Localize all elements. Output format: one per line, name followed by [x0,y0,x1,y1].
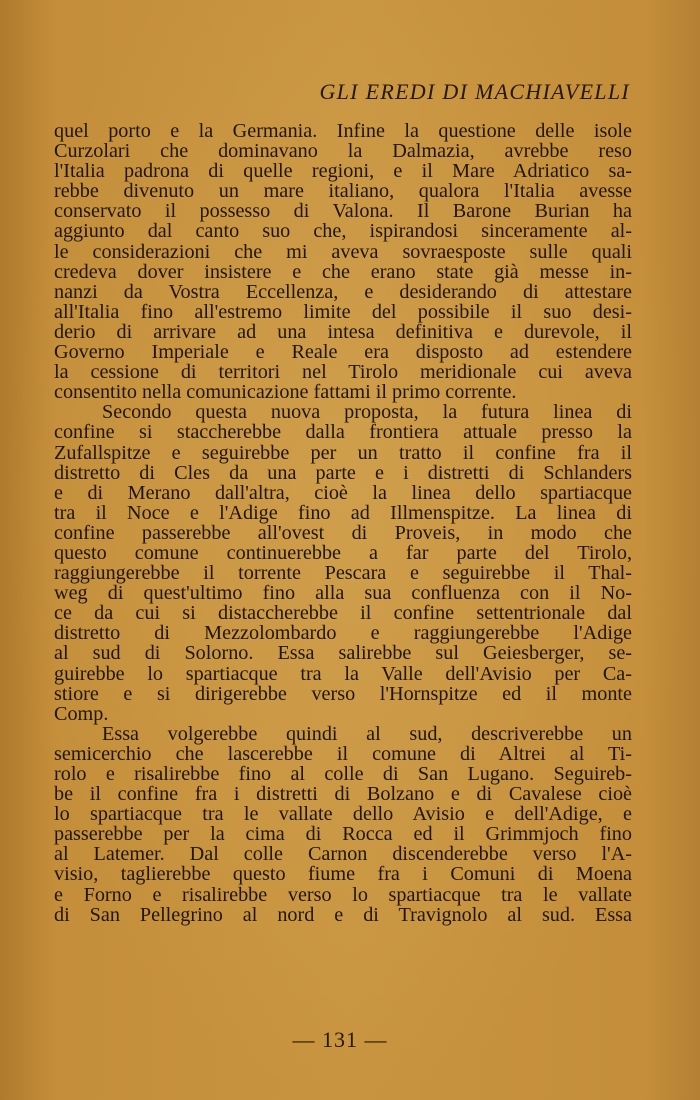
text-line: di San Pellegrino al nord e di Travignolo al sud. Essa [54,903,632,926]
text-line: visio, taglierebbe questo fiume fra i Comuni di Moena [54,863,632,886]
text-line: Essa volgerebbe quindi al sud, descriverebbe un [102,722,632,745]
body-text [54,121,632,925]
text-line: lo spartiacque tra le vallate dello Avisio e dell'Adige, e [54,803,632,826]
text-line: stiore e si dirigerebbe verso l'Hornspitze ed il monte [54,682,632,705]
text-line: distretto di Mezzolombardo e raggiungerebbe l'Adige [54,622,632,645]
text-line: e di Merano dall'altra, cioè la linea dello spartiacque [54,481,632,504]
text-line: semicerchio che lascerebbe il comune di Altrei al Ti- [54,742,632,765]
text-line: raggiungerebbe il torrente Pescara e seguirebbe il Thal- [54,562,632,585]
text-line: questo comune continuerebbe a far parte del Tirolo, [54,541,632,564]
text-line: Zufallspitze e seguirebbe per un tratto il confine fra il [54,441,632,464]
text-line: Comp. [54,702,109,725]
text-line: nanzi da Vostra Eccellenza, e desiderando di attestare [54,280,632,303]
text-line: le considerazioni che mi aveva sovraesposte sulle quali [54,240,632,263]
text-line: al sud di Solorno. Essa salirebbe sul Geiesberger, se- [54,642,632,665]
text-line: confine si staccherebbe dalla frontiera attuale presso la [54,421,632,444]
text-line: conservato il possesso di Valona. Il Barone Burian ha [54,200,632,223]
text-line: rebbe divenuto un mare italiano, qualora l'Italia avesse [54,180,632,203]
text-line: l'Italia padrona di quelle regioni, e il Mare Adriatico sa- [54,160,632,183]
text-line: al Latemer. Dal colle Carnon discenderebbe verso l'A- [54,843,632,866]
text-line: be il confine fra i distretti di Bolzano e di Cavalese cioè [54,783,632,806]
text-line: credeva dover insistere e che erano state già messe in- [54,260,632,283]
text-line: all'Italia fino all'estremo limite del possibile il suo desi- [54,300,632,323]
text-line: quel porto e la Germania. Infine la questione delle isole [54,120,632,142]
text-line: Governo Imperiale e Reale era disposto ad estendere [54,341,632,364]
text-line: confine passerebbe all'ovest di Proveis, in modo che [54,521,632,544]
text-line: ce da cui si distaccherebbe il confine settentrionale dal [54,602,632,625]
text-line: weg di quest'ultimo fino alla sua confluenza con il No- [54,582,632,605]
text-line: consentito nella comunicazione fattami il primo corrente. [54,381,517,404]
text-line: e Forno e risalirebbe verso lo spartiacque tra le vallate [54,883,632,906]
text-line: Curzolari che dominavano la Dalmazia, avrebbe reso [54,140,632,163]
text-line: la cessione di territori nel Tirolo meridionale cui aveva [54,361,632,384]
text-line: tra il Noce e l'Adige fino ad Illmenspitze. La linea di [54,501,632,524]
running-head: GLI EREDI DI MACHIAVELLI [319,79,630,104]
text-line: aggiunto dal canto suo che, ispirandosi sinceramente al- [54,220,632,243]
text-line: Secondo questa nuova proposta, la futura linea di [102,401,632,424]
text-line: rolo e risalirebbe fino al colle di San Lugano. Seguireb- [54,763,632,785]
text-line: derio di arrivare ad una intesa definitiva e durevole, il [54,320,632,343]
page-number: — 131 — [292,1027,388,1052]
text-line: distretto di Cles da una parte e i distretti di Schlanders [54,461,632,484]
text-line: guirebbe lo spartiacque tra la Valle dell'Avisio per Ca- [54,662,632,685]
text-line: passerebbe per la cima di Rocca ed il Grimmjoch fino [54,823,632,846]
